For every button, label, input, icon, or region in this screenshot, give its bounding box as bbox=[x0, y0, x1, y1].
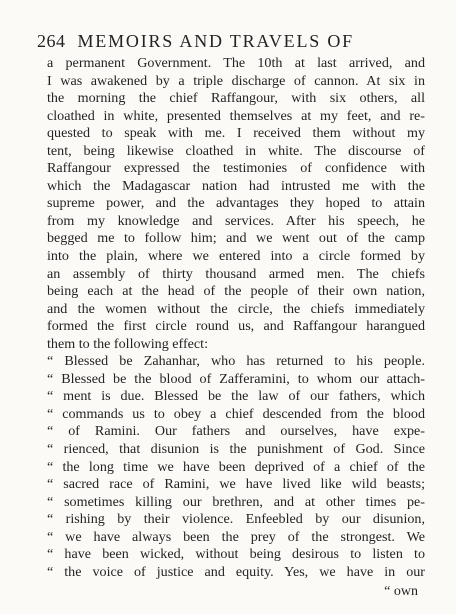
text-line: the morning the chief Raffangour, with six others, all bbox=[47, 90, 425, 107]
text-line: “ the long time we have been deprived of a chief of the bbox=[47, 458, 425, 475]
text-line: Raffangour expressed the testimonies of confidence with bbox=[47, 160, 425, 177]
running-head: MEMOIRS AND TRAVELS OF bbox=[77, 31, 354, 51]
text-line: “ Blessed be Zahanhar, who has returned to his people. bbox=[47, 353, 425, 370]
text-line: I was awakened by a triple discharge of cannon. At six in bbox=[47, 72, 425, 89]
text-line: “ sometimes killing our brethren, and at other times pe- bbox=[47, 493, 425, 510]
text-line: from my knowledge and services. After his speech, he bbox=[47, 212, 425, 229]
body-text bbox=[47, 55, 425, 581]
text-line: an assembly of thirty thousand armed men. The chiefs bbox=[47, 265, 425, 282]
text-line: cloathed in white, presented themselves at my feet, and re- bbox=[47, 107, 425, 124]
text-line: a permanent Government. The 10th at last arrived, and bbox=[47, 55, 425, 71]
text-line: formed the first circle round us, and Raffangour harangued bbox=[47, 318, 425, 335]
text-line: being each at the head of the people of their own nation, bbox=[47, 283, 425, 300]
text-line: “ Blessed be the blood of Zafferamini, to whom our attach- bbox=[47, 370, 425, 387]
text-line: begged me to follow him; and we went out of the camp bbox=[47, 230, 425, 247]
text-line: quested to speak with me. I received them without my bbox=[47, 125, 425, 142]
text-line: them to the following effect: bbox=[47, 335, 208, 352]
catchword: “ own bbox=[384, 584, 418, 599]
text-line: “ ment is due. Blessed be the law of our fathers, which bbox=[47, 388, 425, 405]
text-line: into the plain, where we entered into a circle formed by bbox=[47, 248, 425, 265]
text-line: “ rishing by their violence. Enfeebled by our disunion, bbox=[47, 511, 425, 528]
text-line: “ commands us to obey a chief descended from the blood bbox=[47, 405, 425, 422]
text-line: “ rienced, that disunion is the punishment of God. Since bbox=[47, 441, 425, 458]
text-line: supreme power, and the advantages they hoped to attain bbox=[47, 195, 425, 212]
text-line: “ we have always been the prey of the strongest. We bbox=[47, 528, 425, 545]
page-header bbox=[37, 31, 437, 55]
text-line: tent, being likewise cloathed in white. The discourse of bbox=[47, 142, 425, 159]
text-line: “ of Ramini. Our fathers and ourselves, have expe- bbox=[47, 423, 425, 440]
text-line: “ sacred race of Ramini, we have lived like wild beasts; bbox=[47, 476, 425, 493]
text-line: “ have been wicked, without being desirous to listen to bbox=[47, 546, 425, 563]
text-line: which the Madagascar nation had intrusted me with the bbox=[47, 177, 425, 194]
text-line: and the women without the circle, the chiefs immediately bbox=[47, 300, 425, 317]
page-number: 264 bbox=[37, 31, 66, 51]
text-line: “ the voice of justice and equity. Yes, we have in our bbox=[47, 563, 425, 580]
